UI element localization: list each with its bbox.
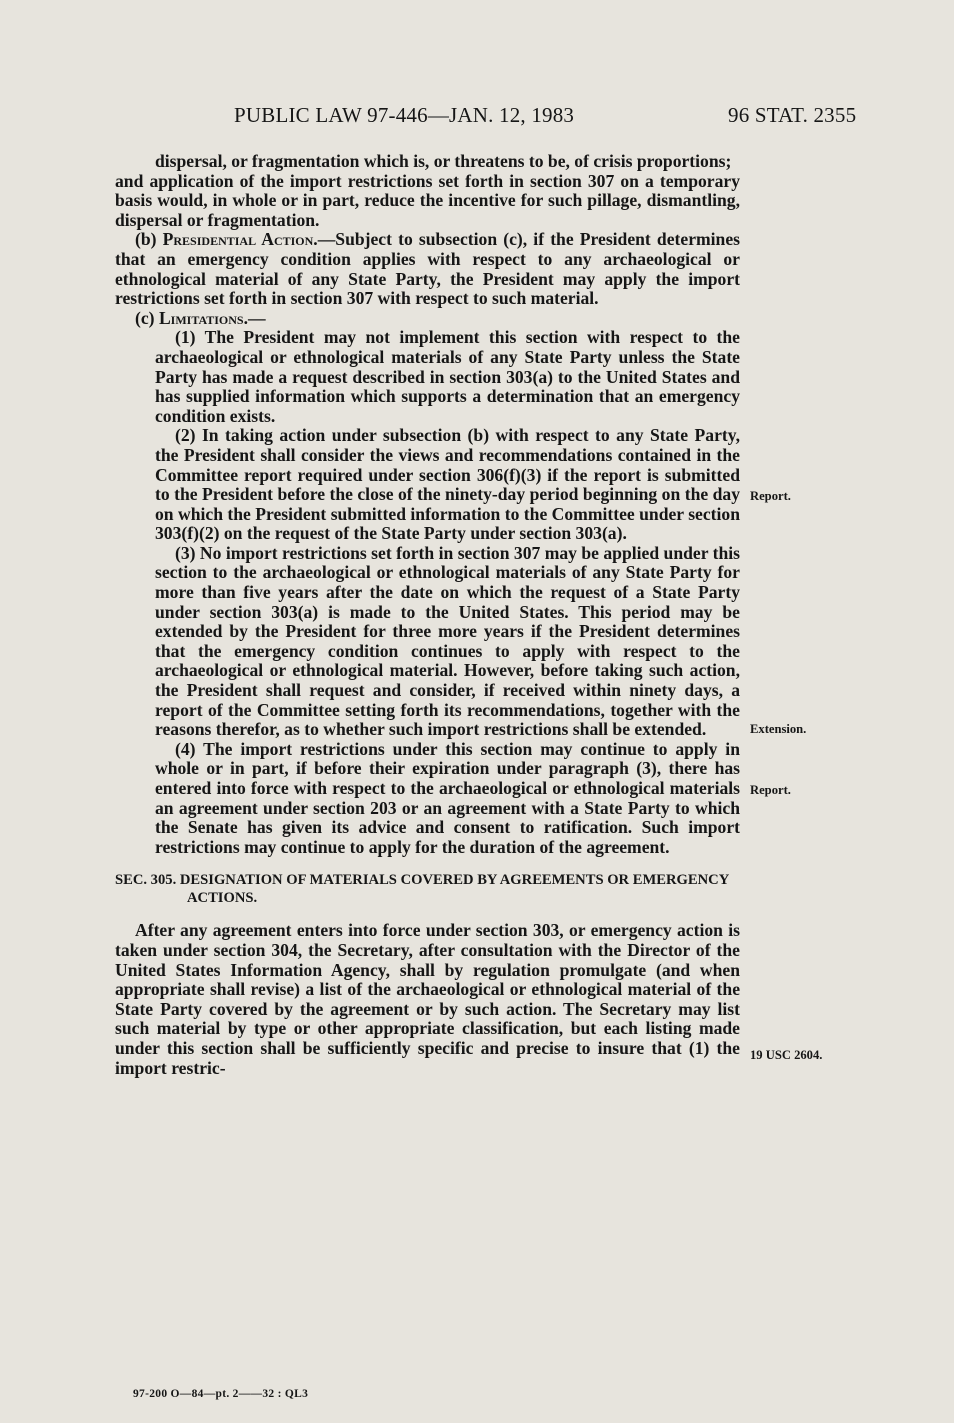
margin-note-report: Report. (750, 489, 791, 503)
subsection-text-c: .— (243, 307, 266, 328)
paragraph-presidential-action (115, 230, 740, 308)
paragraph-limitation-1: (1) The President may not implement this section with respect to the archaeological or ethnological materials of any State Party unless the State Party has made a request described in section 303(a) to the United States and has supplied information which supports a determination that an emergency condition exists. (155, 327, 740, 426)
section-number: SEC. 305. (115, 872, 180, 889)
section-title: DESIGNATION OF MATERIALS COVERED BY AGREEMENTS OR EMERGENCY ACTIONS. (179, 872, 729, 907)
subsection-heading-b: Presidential Action (162, 229, 314, 250)
paragraph-limitation-2: (2) In taking action under subsection (b) with respect to any State Party, the President shall consider the views and recommendations contained in the Committee report required under section 306(f)(3) if the report is submitted to the President before the close of the ninety-day period beginning on the day on which the President submitted information to the Committee under section 303(f)(2) on the request of the State Party under section 303(a). (155, 425, 740, 544)
paragraph-section-305: After any agreement enters into force under section 303, or emergency action is taken under section 304, the Secretary, after consultation with the Director of the United States Information Agency, shall by regulation promulgate (and when appropriate shall revise) a list of the archaeological or ethnological material of the State Party covered by the agreement or by such action. The Secretary may list such material by type or other appropriate classification, but each listing made under this section shall be sufficiently specific and precise to insure that (1) the import restric- (115, 920, 740, 1078)
paragraph-limitation-3: (3) No import restrictions set forth in section 307 may be applied under this section to the archaeological or ethnological materials of any State Party for more than five years after the date on which the request of a State Party under section 303(a) is made to the United States. This period may be extended by the President for three more years if the President determines that the emergency condition continues to apply with respect to the archaeological or ethnological material. However, before taking such action, the President shall request and consider, if received within ninety days, a report of the Committee setting forth its recommendations, together with the reasons therefor, as to whether such import restrictions shall be extended. (155, 542, 740, 740)
margin-note-report: Report. (750, 783, 791, 797)
paragraph-crisis: dispersal, or fragmentation which is, or threatens to be, of crisis proportions; (155, 151, 732, 171)
margin-note-extension: Extension. (750, 722, 807, 736)
running-head: PUBLIC LAW 97-446—JAN. 12, 1983 (234, 103, 575, 127)
paragraph-limitation-4: (4) The import restrictions under this section may continue to apply in whole or in part, if before their expiration under paragraph (3), there has entered into force with respect to the archaeological or ethnological materials an agreement under section 203 or an agreement with a State Party to which the Senate has given its advice and consent to ratification. Such import restrictions may continue to apply for the duration of the agreement. (155, 738, 740, 857)
section-heading (115, 871, 740, 907)
page-footer: 97-200 O—84—pt. 2——32 : QL3 (133, 1388, 309, 1400)
paragraph-limitations (115, 309, 740, 329)
margin-note-usc-citation: 19 USC 2604. (750, 1048, 823, 1062)
subsection-text-b: .—Subject to subsection (c), if the President determines that an emergency condition applies with respect to any archaeological or ethnological material of any State Party, the President may apply the import restrictions set forth in section 307 with respect to such material. (115, 229, 740, 309)
subsection-heading-c: Limitations (158, 307, 244, 328)
subsection-label-b: (b) (135, 229, 163, 250)
subsection-label-c: (c) (135, 307, 159, 328)
paragraph-application: and application of the import restrictions set forth in section 307 on a temporary basis would, in whole or in part, reduce the incentive for such pillage, dismantling, dispersal or fragmentation. (115, 170, 740, 230)
statute-page-number: 96 STAT. 2355 (728, 103, 857, 127)
document-body (115, 152, 740, 1078)
